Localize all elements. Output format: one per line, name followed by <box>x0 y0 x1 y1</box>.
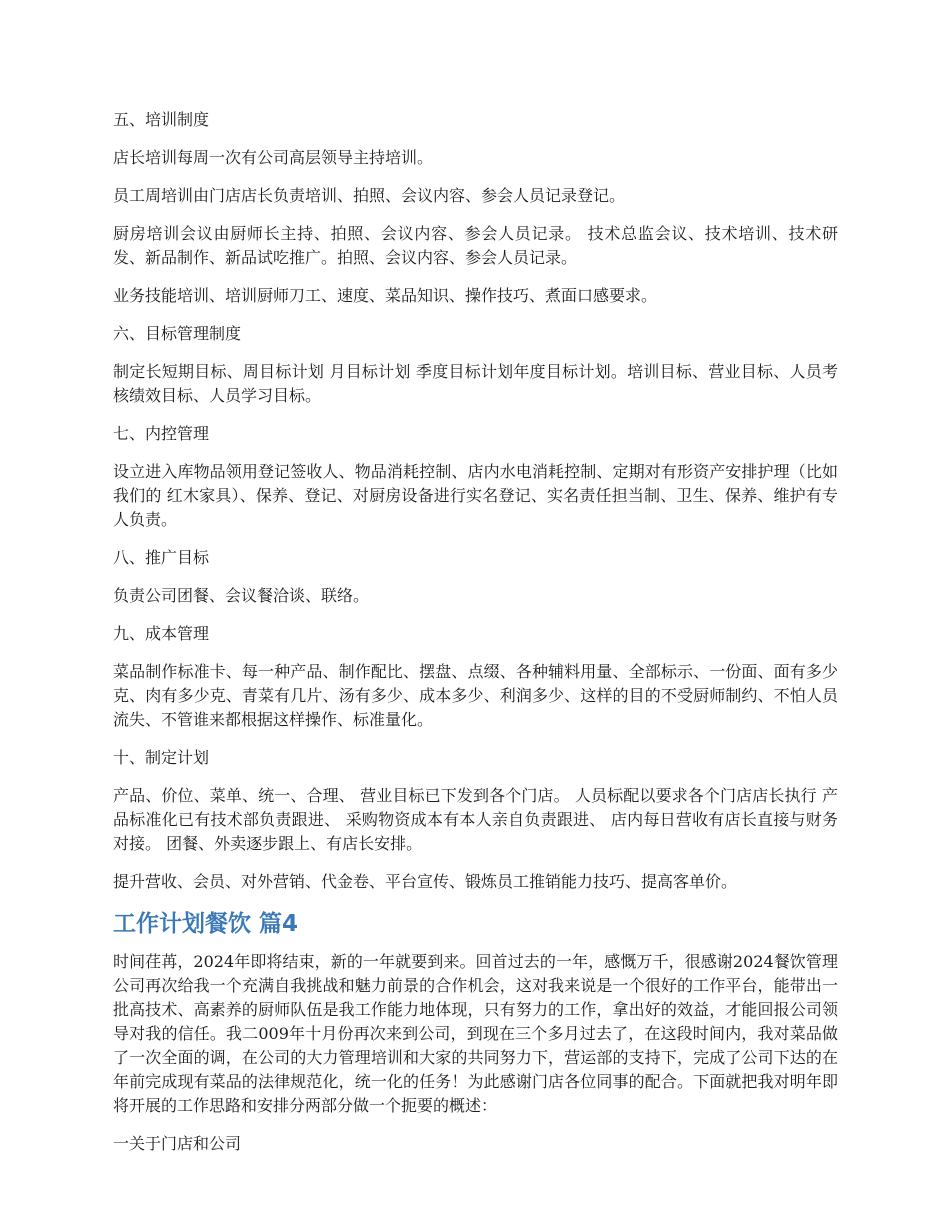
section-four-body <box>113 950 838 1156</box>
paragraph: 一关于门店和公司 <box>113 1134 242 1153</box>
heading-internal-control: 七、内控管理 <box>113 424 210 443</box>
heading-target-management: 六、目标管理制度 <box>113 324 242 343</box>
heading-training-system: 五、培训制度 <box>113 110 210 129</box>
paragraph: 制定长短期目标、周目标计划 月目标计划 季度目标计划年度目标计划。培训目标、营业目标、人员考核绩效目标、人员学习目标。 <box>113 362 838 405</box>
paragraph: 菜品制作标准卡、每一种产品、制作配比、摆盘、点缀、各种辅料用量、全部标示、一份面、面有多少克、肉有多少克、青菜有几片、汤有多少、成本多少、利润多少、这样的目的不受厨师制约、不怕人员流失、不管谁来都根据这样操作、标准量化。 <box>113 662 838 729</box>
heading-cost-management: 九、成本管理 <box>113 624 210 643</box>
section-five-to-ten <box>113 108 838 894</box>
paragraph: 厨房培训会议由厨师长主持、拍照、会议内容、参会人员记录。 技术总监会议、技术培训、技术研发、新品制作、新品试吃推广。拍照、会议内容、参会人员记录。 <box>113 224 838 267</box>
paragraph: 提升营收、会员、对外营销、代金卷、平台宣传、锻炼员工推销能力技巧、提高客单价。 <box>113 872 738 891</box>
paragraph: 店长培训每周一次有公司高层领导主持培训。 <box>113 148 434 167</box>
paragraph: 产品、价位、菜单、统一、合理、 营业目标已下发到各个门店。 人员标配以要求各个门店店长执行 产品标准化已有技术部负责跟进、 采购物资成本有本人亲自负责跟进、 店内每日营收有店长直接与财务对接。 团餐、外卖逐步跟上、有店长安排。 <box>113 786 838 853</box>
heading-promotion-target: 八、推广目标 <box>113 548 210 567</box>
paragraph: 负责公司团餐、会议餐洽谈、联络。 <box>113 586 370 605</box>
document-page <box>113 108 838 1170</box>
paragraph: 员工周培训由门店店长负责培训、拍照、会议内容、参会人员记录登记。 <box>113 186 626 205</box>
paragraph: 设立进入库物品领用登记签收人、物品消耗控制、店内水电消耗控制、定期对有形资产安排护理（比如我们的 红木家具）、保养、登记、对厨房设备进行实名登记、实名责任担当制、卫生、保养、维护有专人负责。 <box>113 462 838 529</box>
paragraph: 业务技能培训、培训厨师刀工、速度、菜品知识、操作技巧、煮面口感要求。 <box>113 286 658 305</box>
heading-make-plan: 十、制定计划 <box>113 748 210 767</box>
section-heading: 工作计划餐饮 篇4 <box>113 911 299 937</box>
paragraph: 时间荏苒，2024年即将结束，新的一年就要到来。回首过去的一年，感慨万千，很感谢2024餐饮管理公司再次给我一个充满自我挑战和魅力前景的合作机会，这对我来说是一个很好的工作平台，能带出一批高技术、高素养的厨师队伍是我工作能力地体现，只有努力的工作，拿出好的效益，才能回报公司领导对我的信任。我二009年十月份再次来到公司，到现在三个多月过去了，在这段时间内，我对菜品做了一次全面的调，在公司的大力管理培训和大家的共同努力下，营运部的支持下，完成了公司下达的在年前完成现有菜品的法律规范化，统一化的任务！为此感谢门店各位同事的配合。下面就把我对明年即将开展的工作思路和安排分两部分做一个扼要的概述： <box>113 952 838 1115</box>
